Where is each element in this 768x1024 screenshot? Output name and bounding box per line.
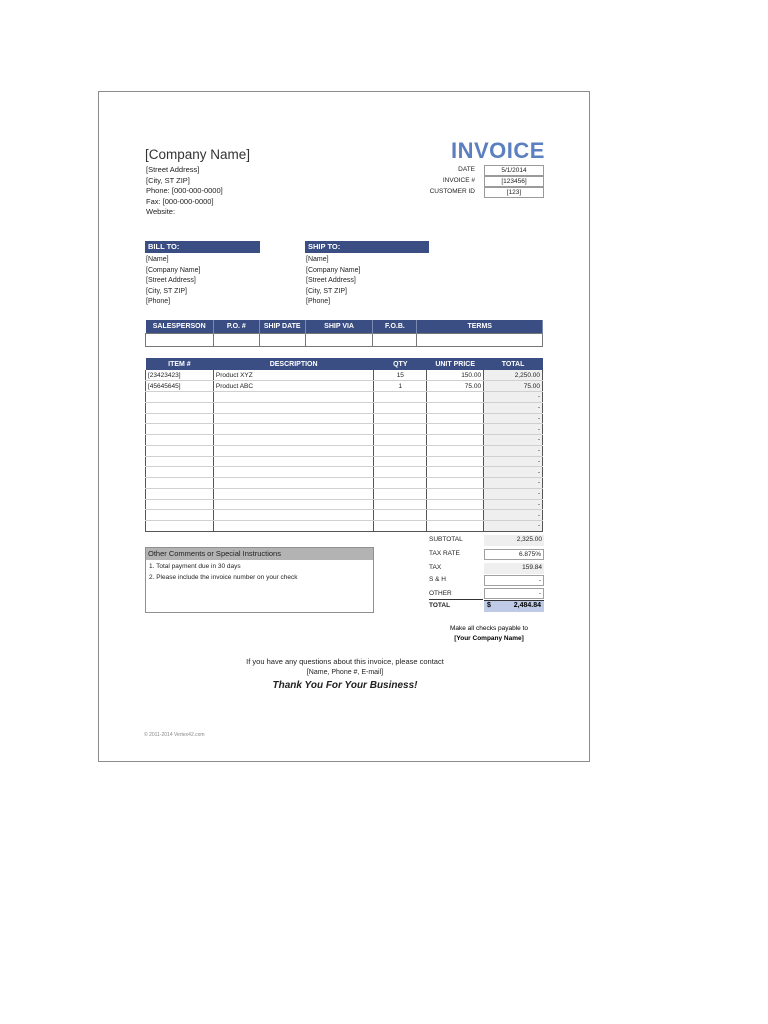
table-row <box>146 445 543 456</box>
customer-id-field[interactable]: [123] <box>484 187 544 198</box>
item-number-cell[interactable] <box>146 521 214 532</box>
qty-cell[interactable] <box>374 445 427 456</box>
total-currency: $ <box>487 602 491 609</box>
description-cell[interactable] <box>213 413 374 424</box>
salesperson-cell[interactable] <box>146 333 214 346</box>
description-cell[interactable] <box>213 488 374 499</box>
company-name: [Company Name] <box>145 147 251 162</box>
description-cell[interactable] <box>213 510 374 521</box>
qty-cell[interactable] <box>374 510 427 521</box>
invoice-title: INVOICE <box>451 138 545 163</box>
questions-line: If you have any questions about this invoice, please contact <box>246 657 444 666</box>
comment-line-2: 2. Please include the invoice number on your check <box>149 574 298 581</box>
salesperson-header: SALESPERSON <box>146 320 214 333</box>
ship-via-cell[interactable] <box>305 333 373 346</box>
unit-price-cell[interactable] <box>427 424 484 435</box>
total-cell: 2,250.00 <box>484 370 543 381</box>
payable-line: Make all checks payable to <box>449 625 529 632</box>
total-box <box>484 600 544 612</box>
total-cell: - <box>484 392 543 403</box>
qty-cell[interactable] <box>374 435 427 446</box>
date-field[interactable]: 5/1/2014 <box>484 165 544 176</box>
bill-to-phone: [Phone] <box>146 298 171 305</box>
total-cell: - <box>484 435 543 446</box>
description-cell[interactable] <box>213 456 374 467</box>
unit-price-cell[interactable] <box>427 488 484 499</box>
item-number-cell[interactable] <box>146 392 214 403</box>
bill-to-city: [City, ST ZIP] <box>146 287 187 295</box>
table-row <box>146 488 543 499</box>
unit-price-cell[interactable]: 150.00 <box>427 370 484 381</box>
company-city: [City, ST ZIP] <box>146 175 190 185</box>
table-row <box>146 510 543 521</box>
invoice-number-field[interactable]: [123456] <box>484 176 544 187</box>
other-field[interactable]: - <box>484 588 544 599</box>
tax-rate-field[interactable]: 6.875% <box>484 549 544 560</box>
ship-to-heading: SHIP TO: <box>305 241 429 253</box>
qty-cell[interactable] <box>374 488 427 499</box>
customer-id-label: CUSTOMER ID <box>429 188 475 195</box>
invoice-page <box>98 91 590 762</box>
table-row <box>146 499 543 510</box>
description-cell[interactable] <box>213 435 374 446</box>
qty-cell[interactable] <box>374 499 427 510</box>
unit-price-cell[interactable] <box>427 456 484 467</box>
qty-cell[interactable]: 15 <box>374 370 427 381</box>
unit-price-cell[interactable] <box>427 499 484 510</box>
fob-header: F.O.B. <box>373 320 417 333</box>
bill-to-street: [Street Address] <box>146 277 196 284</box>
qty-header: QTY <box>374 358 427 370</box>
unit-price-cell[interactable] <box>427 521 484 532</box>
qty-cell[interactable] <box>374 424 427 435</box>
item-number-cell[interactable] <box>146 478 214 489</box>
unit-price-cell[interactable] <box>427 467 484 478</box>
tax-rate-label: TAX RATE <box>429 550 460 557</box>
bill-to-name: [Name] <box>146 256 169 263</box>
unit-price-header: UNIT PRICE <box>427 358 484 370</box>
comments-heading: Other Comments or Special Instructions <box>146 548 373 560</box>
description-cell[interactable] <box>213 392 374 403</box>
table-row <box>146 478 543 489</box>
item-number-cell[interactable] <box>146 413 214 424</box>
ship-date-header: SHIP DATE <box>259 320 305 333</box>
ship-to-street: [Street Address] <box>306 277 356 284</box>
unit-price-cell[interactable] <box>427 413 484 424</box>
tax-label: TAX <box>429 564 442 571</box>
ship-to-name: [Name] <box>306 256 329 263</box>
bill-to-heading: BILL TO: <box>145 241 260 253</box>
unit-price-cell[interactable]: 75.00 <box>427 381 484 392</box>
company-street: [Street Address] <box>146 165 200 174</box>
tax-value: 159.84 <box>484 563 544 574</box>
unit-price-cell[interactable] <box>427 510 484 521</box>
qty-cell[interactable] <box>374 392 427 403</box>
table-row <box>146 521 543 532</box>
company-website: Website: <box>146 207 176 216</box>
unit-price-cell[interactable] <box>427 402 484 413</box>
date-label: DATE <box>458 166 475 173</box>
subtotal-value: 2,325.00 <box>484 535 544 546</box>
item-number-cell[interactable] <box>146 435 214 446</box>
item-number-cell[interactable] <box>146 456 214 467</box>
total-header: TOTAL <box>484 358 543 370</box>
total-cell: - <box>484 478 543 489</box>
description-cell[interactable] <box>213 467 374 478</box>
description-cell[interactable] <box>213 499 374 510</box>
company-fax: Fax: [000-000-0000] <box>146 196 214 206</box>
qty-cell[interactable] <box>374 478 427 489</box>
description-cell[interactable]: Product ABC <box>213 381 374 392</box>
table-row <box>146 413 543 424</box>
qty-cell[interactable] <box>374 456 427 467</box>
total-cell: - <box>484 499 543 510</box>
item-number-cell[interactable] <box>146 445 214 456</box>
qty-cell[interactable] <box>374 467 427 478</box>
table-row <box>146 370 543 381</box>
comments-box[interactable] <box>145 547 374 613</box>
qty-cell[interactable] <box>374 413 427 424</box>
subtotal-label: SUBTOTAL <box>429 536 463 543</box>
total-cell: - <box>484 402 543 413</box>
shipping-handling-label: S & H <box>429 576 446 583</box>
item-number-cell[interactable] <box>146 510 214 521</box>
qty-cell[interactable]: 1 <box>374 381 427 392</box>
contact-line: [Name, Phone #, E-mail] <box>306 669 384 676</box>
qty-cell[interactable] <box>374 521 427 532</box>
item-number-cell[interactable] <box>146 488 214 499</box>
table-row <box>146 381 543 392</box>
po-cell[interactable] <box>213 333 259 346</box>
total-cell: 75.00 <box>484 381 543 392</box>
item-number-cell[interactable] <box>146 467 214 478</box>
item-number-cell[interactable] <box>146 424 214 435</box>
total-cell: - <box>484 413 543 424</box>
ship-via-header: SHIP VIA <box>305 320 373 333</box>
item-number-cell[interactable] <box>146 499 214 510</box>
terms-cell[interactable] <box>417 333 543 346</box>
item-number-header: ITEM # <box>146 358 214 370</box>
description-cell[interactable]: Product XYZ <box>213 370 374 381</box>
ship-to-company: [Company Name] <box>306 266 361 274</box>
company-phone: Phone: [000-000-0000] <box>146 186 223 195</box>
description-cell[interactable] <box>213 402 374 413</box>
total-cell: - <box>484 510 543 521</box>
invoice-number-label: INVOICE # <box>442 177 475 184</box>
description-header: DESCRIPTION <box>213 358 374 370</box>
description-cell[interactable] <box>213 445 374 456</box>
total-cell: - <box>484 488 543 499</box>
payable-name: [Your Company Name] <box>454 635 524 642</box>
table-row <box>146 392 543 403</box>
ship-date-cell[interactable] <box>259 333 305 346</box>
line-items-table <box>145 358 543 532</box>
ship-to-city: [City, ST ZIP] <box>306 287 347 295</box>
unit-price-cell[interactable] <box>427 435 484 446</box>
unit-price-cell[interactable] <box>427 445 484 456</box>
item-number-cell[interactable] <box>146 402 214 413</box>
total-label: TOTAL <box>429 602 451 609</box>
qty-cell[interactable] <box>374 402 427 413</box>
item-number-cell[interactable]: [23423423] <box>146 370 214 381</box>
copyright: © 2011-2014 Vertex42.com <box>144 732 205 738</box>
total-cell: - <box>484 456 543 467</box>
table-row <box>146 467 543 478</box>
shipping-handling-field[interactable]: - <box>484 575 544 586</box>
ship-to-phone: [Phone] <box>306 298 331 305</box>
table-row <box>146 456 543 467</box>
table-row <box>146 402 543 413</box>
comment-line-1: 1. Total payment due in 30 days <box>149 563 241 570</box>
description-cell[interactable] <box>213 478 374 489</box>
sales-info-table <box>145 320 543 347</box>
total-cell: - <box>484 521 543 532</box>
total-divider <box>429 599 483 600</box>
total-value: 2,484.84 <box>513 602 541 609</box>
total-cell: - <box>484 467 543 478</box>
table-row <box>146 435 543 446</box>
item-number-cell[interactable]: [45645645] <box>146 381 214 392</box>
total-cell: - <box>484 424 543 435</box>
description-cell[interactable] <box>213 521 374 532</box>
bill-to-block <box>146 255 200 308</box>
total-cell: - <box>484 445 543 456</box>
po-header: P.O. # <box>213 320 259 333</box>
terms-header: TERMS <box>417 320 543 333</box>
description-cell[interactable] <box>213 424 374 435</box>
other-label: OTHER <box>429 590 452 597</box>
unit-price-cell[interactable] <box>427 392 484 403</box>
unit-price-cell[interactable] <box>427 478 484 489</box>
fob-cell[interactable] <box>373 333 417 346</box>
bill-to-company: [Company Name] <box>146 266 201 274</box>
ship-to-block <box>306 255 360 308</box>
thank-you: Thank You For Your Business! <box>272 680 418 691</box>
table-row <box>146 424 543 435</box>
